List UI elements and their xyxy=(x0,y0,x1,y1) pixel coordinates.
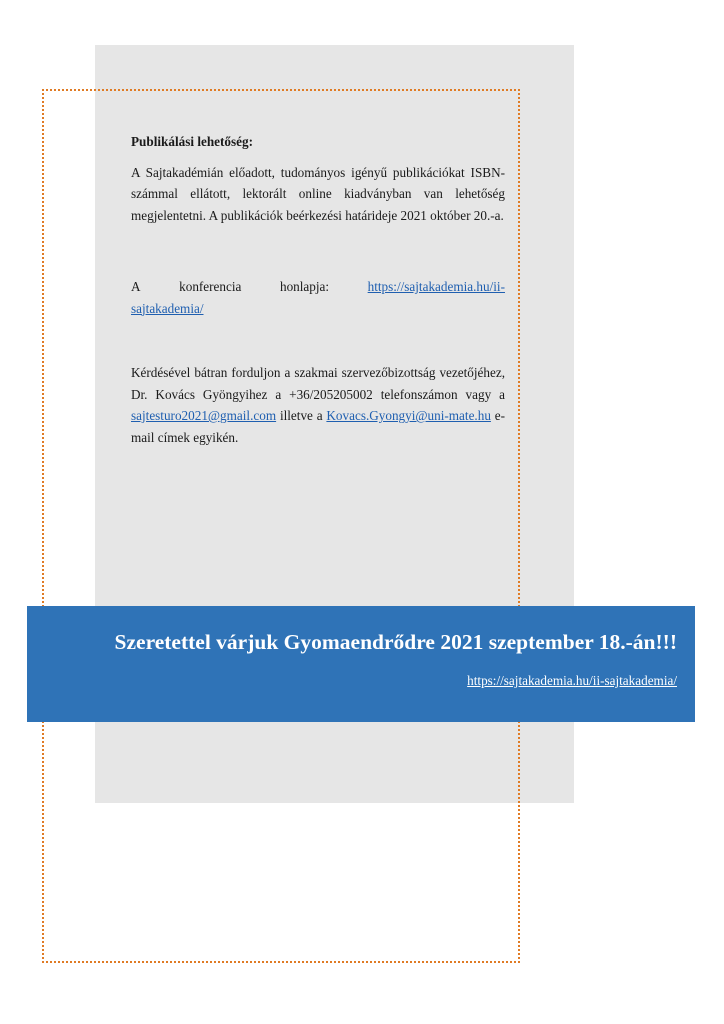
publication-paragraph: A Sajtakadémián előadott, tudományos igényű publikációkat ISBN-számmal ellátott, lektorált online kiadványban van lehetőség megjelentetni. A publikációk beérkezési határideje 2021 október 20.-a. xyxy=(131,164,505,223)
banner-link[interactable]: https://sajtakademia.hu/ii-sajtakademia/ xyxy=(467,673,677,688)
contact-text-2: illetve a xyxy=(276,408,327,423)
email-link-kovacs[interactable]: Kovacs.Gyongyi@uni-mate.hu xyxy=(326,408,491,423)
homepage-link-part2[interactable]: sajtakademia/ xyxy=(131,300,204,316)
homepage-word-a: A xyxy=(131,279,141,294)
banner-title: Szeretettel várjuk Gyomaendrődre 2021 szeptember 18.-án!!! xyxy=(114,630,677,654)
homepage-word-honlapja: honlapja: xyxy=(279,279,330,294)
publication-heading: Publikálási lehetőség: xyxy=(131,134,253,149)
contact-text-3: e-mail címek egyikén. xyxy=(131,408,505,445)
main-content xyxy=(131,131,505,448)
contact-text-1: Kérdésével bátran forduljon a szakmai szervezőbizottság vezetőjéhez, Dr. Kovács Gyöngyihez a +36/205205002 telefonszámon vagy a xyxy=(131,365,505,402)
homepage-line xyxy=(131,276,505,298)
contact-paragraph xyxy=(131,362,505,448)
email-link-sajtesturo[interactable]: sajtesturo2021@gmail.com xyxy=(131,408,277,423)
welcome-banner xyxy=(27,606,695,722)
homepage-word-konferencia: konferencia xyxy=(179,279,242,294)
homepage-paragraph xyxy=(131,276,505,319)
homepage-link-part1[interactable]: https://sajtakademia.hu/ii- xyxy=(367,279,505,294)
